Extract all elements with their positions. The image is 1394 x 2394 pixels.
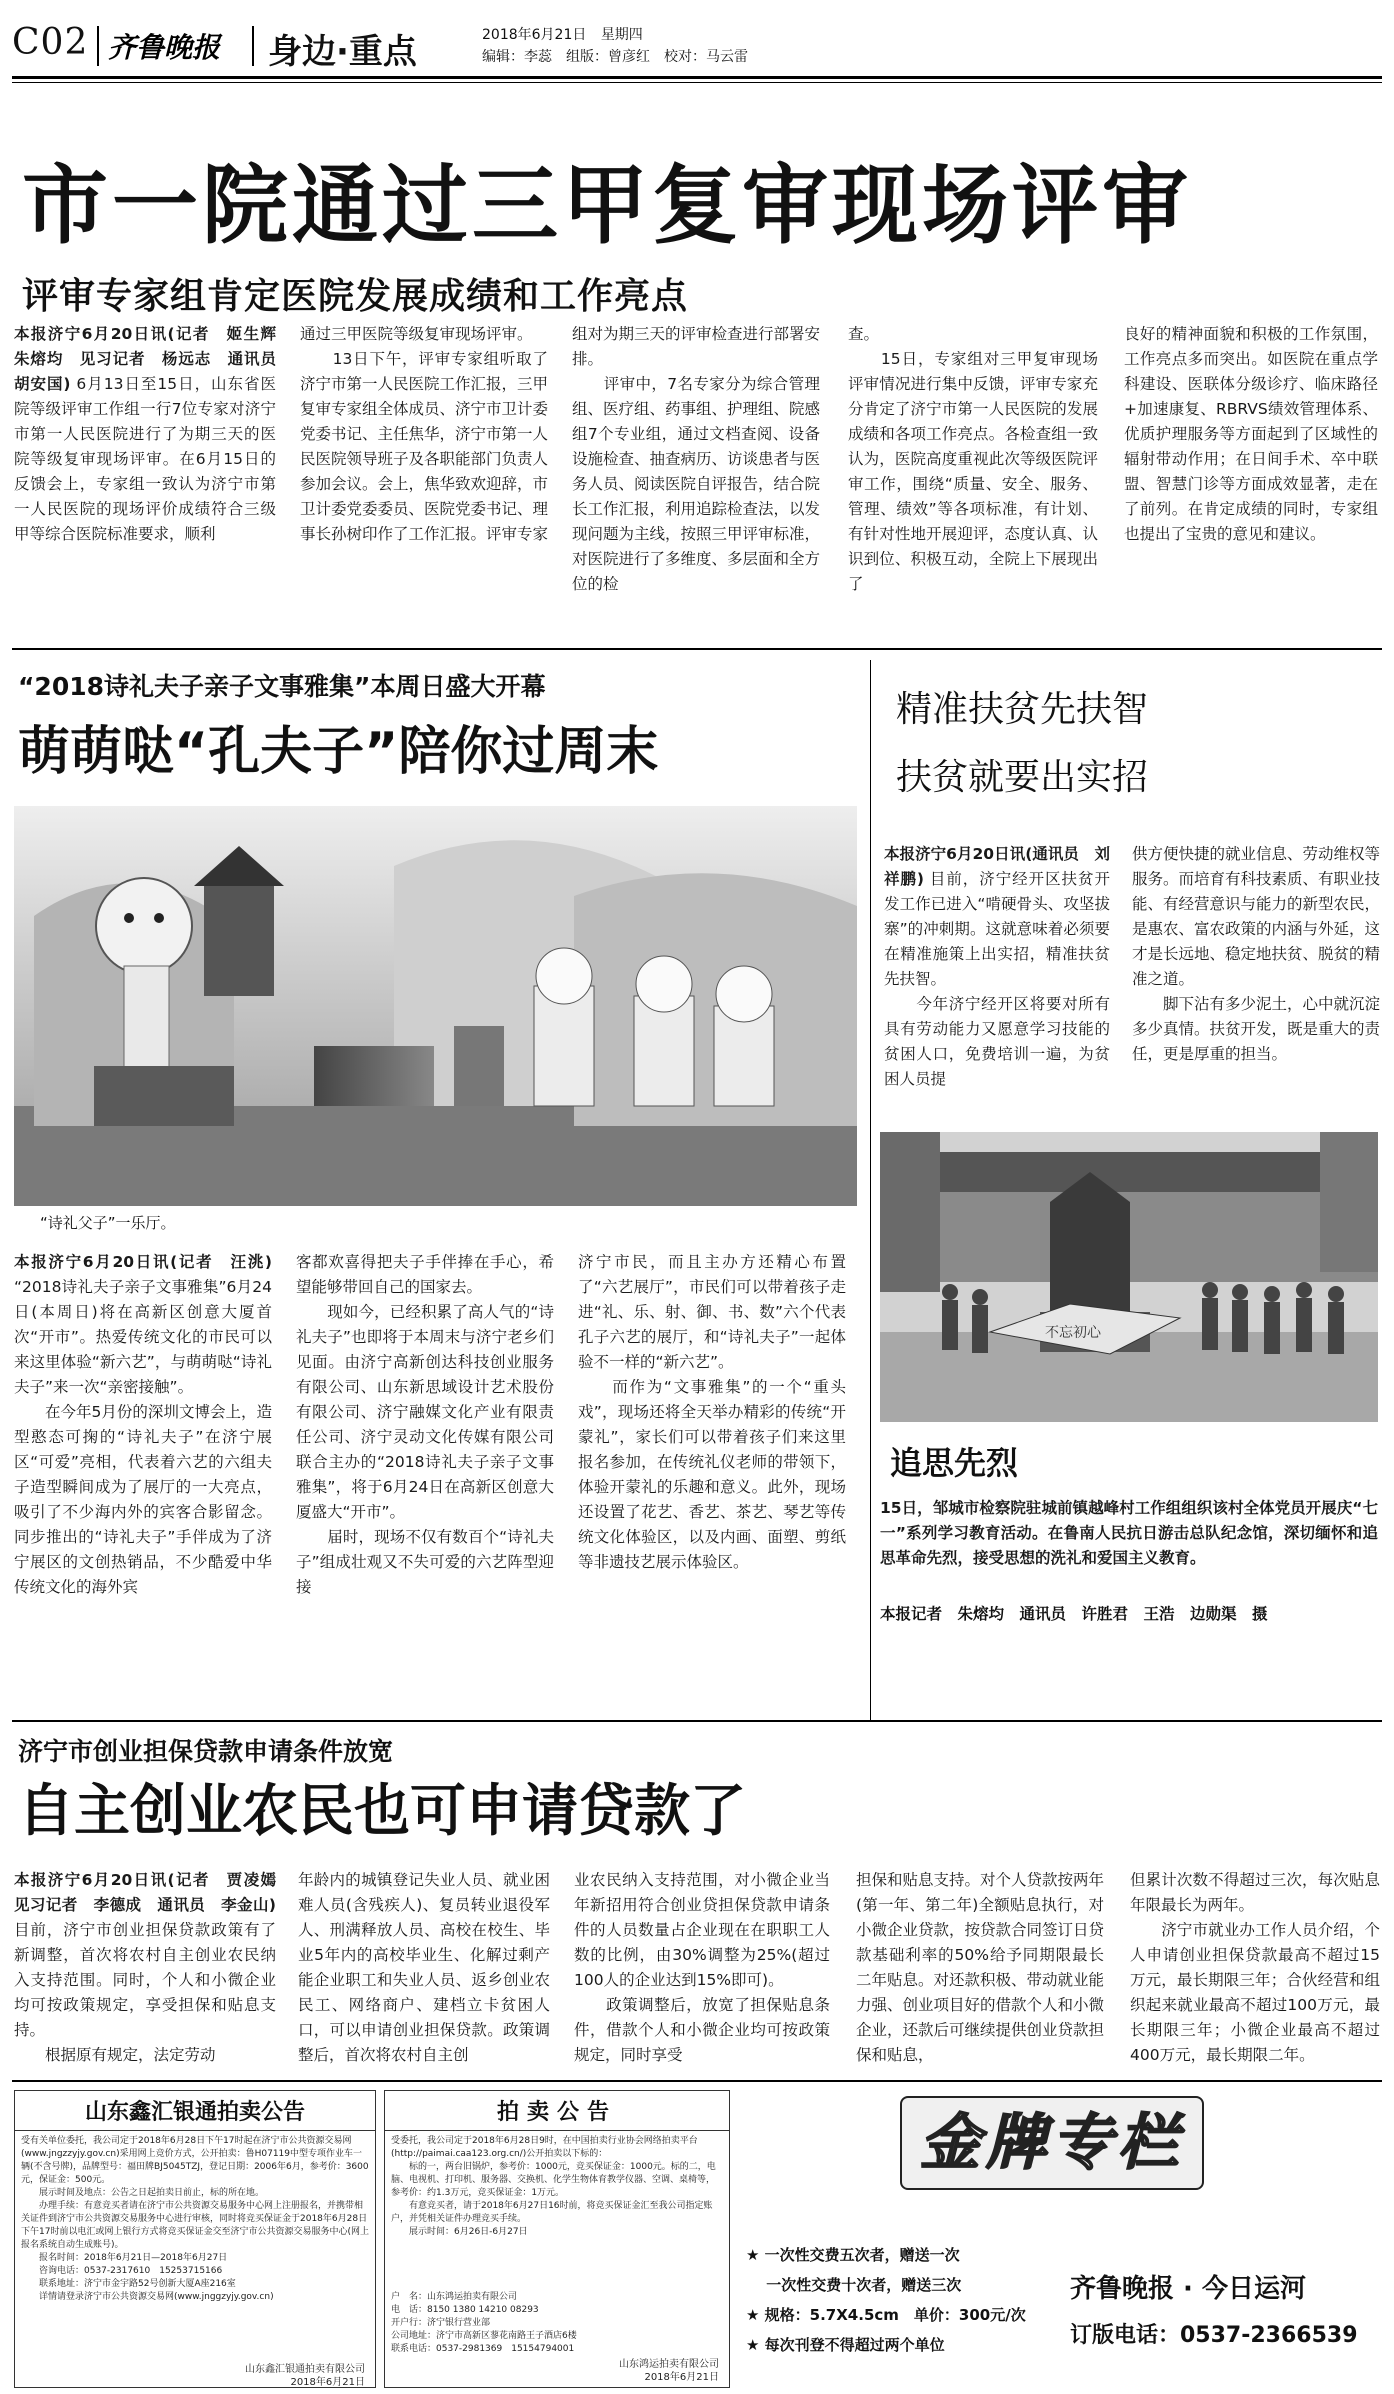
story1-col1-text: 6月13日至15日，山东省医院等级评审工作组一行7位专家对济宁市第一人民医院进行了为期三天的医院等级复审现场评审。在6月15日的反馈会上，专家组一致认为济宁市第一人民医院的现场评价成绩符合三级甲等综合医院标准要求，顺利	[14, 375, 276, 543]
ad3-brand-text: 金牌专栏	[920, 2108, 1184, 2178]
ad2	[384, 2090, 730, 2388]
ad3-item: ★ 一次性交费五次者，赠送一次	[746, 2246, 960, 2264]
story2-kicker: “2018诗礼夫子亲子文事雅集”本周日盛大开幕	[18, 672, 546, 701]
story3-col2: 供方便快捷的就业信息、劳动维权等服务。而培育有科技素质、有职业技能、有经营意识与能力的新型农民，是惠农、富农政策的内涵与外延，这才是长远地、稳定地扶贫、脱贫的精准之道。 脚下沾有多少泥土，心中就沉淀多少真情。扶贫开发，既是重大的责任，更是厚重的担当。	[1132, 845, 1381, 1063]
ad3-item: ★ 规格：5.7X4.5cm 单价：300元/次	[746, 2306, 1026, 2324]
masthead-rule-thin	[12, 82, 1382, 83]
ad3-items	[746, 2240, 1076, 2360]
memorial-photo	[880, 1132, 1378, 1422]
story2-byline: 本报济宁6月20日讯(记者 汪洮)	[14, 1253, 272, 1271]
story2-headline: 萌萌哒“孔夫子”陪你过周末	[18, 722, 659, 782]
story1-col2: 通过三甲医院等级复审现场评审。 13日下午，评审专家组听取了济宁市第一人民医院工作汇报，三甲复审专家组全体成员、济宁市卫计委党委书记、主任焦华，济宁市第一人民医院领导班子及各职能部门负责人参加会议。会上，焦华致欢迎辞，市卫计委党委委员、医院党委书记、理事长孙树印作了工作汇报。评审专家	[300, 325, 549, 543]
column-divider	[870, 660, 871, 1720]
story2-photo-caption: “诗礼父子”一乐厅。	[40, 1214, 176, 1232]
story2-photo	[14, 806, 857, 1206]
masthead-rule	[12, 76, 1382, 79]
story1-headline: 市一院通过三甲复审现场评审	[22, 156, 1192, 256]
masthead-divider	[252, 26, 254, 66]
story3-headline-line2: 扶贫就要出实招	[896, 757, 1149, 798]
masthead-divider	[97, 26, 99, 66]
ad1-body: 受有关单位委托，我公司定于2018年6月28日下午17时起在济宁市公共资源交易网(www.jngzzyjy.gov.cn)采用网上竞价方式，公开拍卖：鲁H07119中型专项作业车一辆(不含号牌)，品牌型号：福田牌BJ5045TZJ，登记日期：2006年6月，参考价：3600元，保证金：500元。 展示时间及地点：公告之日起拍卖日前止，标的所在地。 办理手续：有意竞买者请在济宁市公共资源交易服务中心网上注册报名，并携带相关证件到济宁市公共资源交易服务中心进行审核，同时将竞买保证金于2018年6月28日下午17时前以电汇或网上银行方式将竞买保证金交至济宁市公共资源交易服务中心(网上报名系统自动生成账号)。 报名时间：2018年6月21日—2018年6月27日 咨询电话：0537-2317610 15253715166 联系地址：济宁市金宇路52号创新大厦A座216室 详情请登录济宁市公共资源交易网(www.jnggzyjy.gov.cn)	[21, 2136, 369, 2302]
story4-stone-text: 不忘初心	[1045, 1325, 1101, 1341]
exhibition-illustration	[14, 806, 857, 1206]
ad3-name: 齐鲁晚报 · 今日运河	[1070, 2274, 1306, 2304]
story2-col1-text: “2018诗礼夫子亲子文事雅集”6月24日(本周日)将在高新区创意大厦首次“开市”。热爱传统文化的市民可以来这里体验“新六艺”，与萌萌哒“诗礼夫子”来一次“亲密接触”。 在今年5月份的深圳文博会上，造型憨态可掬的“诗礼夫子”在济宁展区“可爱”亮相，代表着六艺的六组夫子造型瞬间成为了展厅的一大亮点，吸引了不少海内外的宾客合影留念。同步推出的“诗礼夫子”手伴成为了济宁展区的文创热销品，不少酷爱中华传统文化的海外宾	[14, 1278, 272, 1596]
story5-col1-text: 目前，济宁市创业担保贷款政策有了新调整，首次将农村自主创业农民纳入支持范围。同时，个人和小微企业均可按政策规定，享受担保和贴息支持。 根据原有规定，法定劳动	[14, 1921, 276, 2064]
story2-col2: 客都欢喜得把夫子手伴捧在手心，希望能够带回自己的国家去。 现如今，已经积累了高人气的“诗礼夫子”也即将于本周末与济宁老乡们见面。由济宁高新创达科技创业服务有限公司、山东新思域设计艺术股份有限公司、济宁融媒文化产业有限责任公司、济宁灵动文化传媒有限公司联合主办的“2018诗礼夫子亲子文事雅集”，将于6月24日在高新区创意大厦盛大“开市”。 届时，现场不仅有数百个“诗礼夫子”组成壮观又不失可爱的六艺阵型迎接	[296, 1253, 554, 1596]
editor-credits: 编辑：李蕊 组版：曾彦红 校对：马云雷	[482, 49, 748, 65]
story3-col1-text: 目前，济宁经开区扶贫开发工作已进入“啃硬骨头、攻坚拔寨”的冲刺期。这就意味着必须要在精准施策上出实招，精准扶贫先扶智。 今年济宁经开区将要对所有具有劳动能力又愿意学习技能的贫困人口，免费培训一遍，为贫困人员提	[884, 870, 1110, 1088]
story1-col1	[14, 322, 292, 632]
ad1-sign: 山东鑫汇银通拍卖有限公司	[245, 2364, 365, 2375]
story4-body: 15日，邹城市检察院驻城前镇越峰村工作组组织该村全体党员开展庆“七一”系列学习教育活动。在鲁南人民抗日游击总队纪念馆，深切缅怀和追思革命先烈，接受思想的洗礼和爱国主义教育。	[880, 1499, 1378, 1567]
story5-byline: 本报济宁6月20日讯(记者 贾凌嫣 见习记者 李德成 通讯员 李金山)	[14, 1871, 292, 1914]
story5-col2: 年龄内的城镇登记失业人员、就业困难人员(含残疾人)、复员转业退役军人、刑满释放人员、高校在校生、毕业5年内的高校毕业生、化解过剩产能企业职工和失业人员、返乡创业农民工、网络商户、建档立卡贫困人口，可以申请创业担保贷款。政策调整后，首次将农村自主创	[298, 1871, 550, 2064]
story3-byline: 本报济宁6月20日讯(通讯员 刘祥鹏)	[884, 845, 1110, 888]
ad2-body: 受委托，我公司定于2018年6月28日9时，在中国拍卖行业协会网络拍卖平台(http://paimai.caa123.org.cn/)公开拍卖以下标的： 标的一，两台旧锅炉，参考价：1000元，竞买保证金：1000元。标的二，电脑、电视机、打印机、服务器、交换机、化学生物体育教学仪器、空调、桌椅等，参考价：约1.3万元，竞买保证金：1万元。 有意竞买者，请于2018年6月27日16时前，将竞买保证金汇至我公司指定账户，并凭相关证件办理竞买手续。 展示时间：6月26日-6月27日	[391, 2136, 716, 2237]
story5-kicker: 济宁市创业担保贷款申请条件放宽	[18, 1737, 394, 1766]
ad2-sign: 山东鸿运拍卖有限公司	[619, 2359, 719, 2370]
story5-headline: 自主创业农民也可申请贷款了	[18, 1779, 746, 1844]
story3-headline-line1: 精准扶贫先扶智	[896, 689, 1149, 730]
story1-col3: 组对为期三天的评审检查进行部署安排。 评审中，7名专家分为综合管理组、医疗组、药事组、护理组、院感组7个专业组，通过文档查阅、设备设施检查、抽查病历、访谈患者与医务人员、阅读医院自评报告，结合院长工作汇报，利用追踪检查法，以发现问题为主线，按照三甲评审标准，对医院进行了多维度、多层面和全方位的检	[572, 325, 821, 593]
weekday-text: 星期四	[600, 27, 643, 43]
ad3-item: 一次性交费十次者，赠送三次	[746, 2276, 962, 2294]
date-text: 2018年6月21日	[482, 27, 587, 43]
story2-col3: 济宁市民，而且主办方还精心布置了“六艺展厅”，市民们可以带着孩子走进“礼、乐、射、御、书、数”六个代表孔子六艺的展厅，和“诗礼夫子”一起体验不一样的“新六艺”。 而作为“文事雅集”的一个“重头戏”，现场还将全天举办精彩的传统“开蒙礼”，家长们可以带着孩子们来这里报名参加，在传统礼仪老师的带领下，体验开蒙礼的乐趣和意义。此外，现场还设置了花艺、香艺、茶艺、琴艺等传统文化体验区，以及内画、面塑、剪纸等非遗技艺展示体验区。	[578, 1253, 846, 1571]
ad3-item: ★ 每次刊登不得超过两个单位	[746, 2336, 945, 2354]
story5-col3: 业农民纳入支持范围，对小微企业当年新招用符合创业贷担保贷款申请条件的人员数量占企业现在在职职工人数的比例，由30%调整为25%(超过100人的企业达到15%即可)。 政策调整后，放宽了担保贴息条件，借款个人和小微企业均可按政策规定，同时享受	[574, 1871, 830, 2064]
ad1-title: 山东鑫汇银通拍卖公告	[15, 2091, 375, 2131]
ad2-title: 拍卖公告	[385, 2091, 729, 2131]
story1-col4: 查。 15日，专家组对三甲复审现场评审情况进行集中反馈，评审专家充分肯定了济宁市第一人民医院的发展成绩和各项工作亮点。各检查组一致认为，医院高度重视此次等级医院评审工作，围绕“质量、安全、服务、管理、绩效”等各项标准，有计划、有针对性地开展迎评，态度认真、认识到位、积极互动，全院上下展现出了	[848, 325, 1098, 593]
ad3-phone: 订版电话：0537-2366539	[1070, 2323, 1358, 2348]
ad2-contacts: 户 名：山东鸿运拍卖有限公司 电 话：8150 1380 14210 08293 开户行：济宁银行营业部 公司地址：济宁市高新区蓼花南路王子酒店6楼 联系电话：0537-2981369 15154794001	[391, 2292, 577, 2354]
ad3	[740, 2090, 1380, 2386]
issue-date	[482, 24, 643, 44]
story4-credit: 本报记者 朱熔均 通讯员 许胜君 王浩 边勋渠 摄	[880, 1605, 1268, 1623]
story3-col1	[884, 842, 1110, 1092]
story1-col5: 良好的精神面貌和积极的工作氛围，工作亮点多而突出。如医院在重点学科建设、医联体分级诊疗、临床路径+加速康复、RBRVS绩效管理体系、优质护理服务等方面起到了区域性的辐射带动作用；在日间手术、卒中联盟、智慧门诊等方面成效显著，走在了前列。在肯定成绩的同时，专家组也提出了宝贵的意见和建议。	[1124, 325, 1378, 543]
story5-col1	[14, 1868, 292, 2068]
ads-rule	[12, 2080, 1382, 2082]
paper-logo: 齐鲁晚报	[108, 31, 221, 64]
story1-rule	[12, 648, 1382, 650]
story5-col5: 但累计次数不得超过三次，每次贴息年限最长为两年。 济宁市就业办工作人员介绍，个人申请创业担保贷款最高不超过15万元，最长期限三年；合伙经营和组织起来就业最高不超过100万元，最长期限三年；小微企业最高不超过400万元，最长期限二年。	[1130, 1871, 1380, 2064]
ad1	[14, 2090, 376, 2388]
story4-headline: 追思先烈	[890, 1444, 1019, 1482]
story4-rule	[12, 1720, 1382, 1722]
story1-byline: 本报济宁6月20日讯(记者 姬生辉 朱熔均 见习记者 杨远志 通讯员 胡安国)	[14, 325, 292, 393]
story1-subhead: 评审专家组肯定医院发展成绩和工作亮点	[22, 276, 689, 317]
story4-photo	[880, 1132, 1378, 1422]
ad2-date: 2018年6月21日	[644, 2372, 719, 2383]
page-number: C02	[12, 22, 89, 63]
ad3-brand	[900, 2096, 1204, 2190]
ad1-date: 2018年6月21日	[290, 2377, 365, 2388]
section-title: 身边·重点	[268, 32, 417, 72]
story2-col1	[14, 1250, 272, 1720]
story5-col4: 担保和贴息支持。对个人贷款按两年(第一年、第二年)全额贴息执行，对小微企业贷款，按贷款合同签订日贷款基础利率的50%给予同期限最长二年贴息。对还款积极、带动就业能力强、创业项目好的借款个人和小微企业，还款后可继续提供创业贷款担保和贴息，	[856, 1871, 1105, 2064]
